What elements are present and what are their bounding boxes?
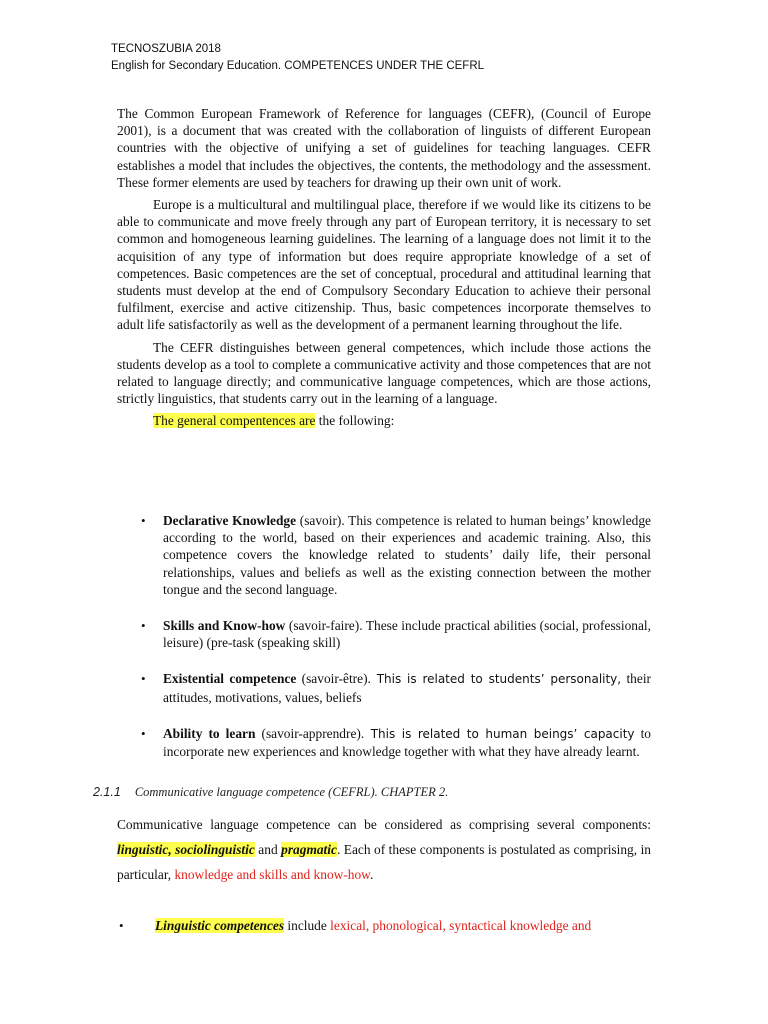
- section-title: Communicative language competence (CEFRL). CHAPTER 2.: [134, 785, 449, 799]
- section-heading: [93, 785, 448, 800]
- highlighted-terms: linguistic, sociolinguistic: [117, 842, 255, 857]
- list-item: [117, 670, 651, 705]
- bullet-icon: •: [141, 725, 146, 741]
- item-text: (savoir). This competence is related to human beings’ knowledge according to the world, based on their experiences and academic training. Also, this competence covers the knowledge related to students’ daily life, their personal relationships, values and beliefs as well as the existing connection between the mother tongue and the second language.: [163, 513, 651, 597]
- competence-list: [117, 512, 651, 760]
- bullet-icon: •: [141, 618, 146, 634]
- paragraph-1: The Common European Framework of Reference for languages (CEFR), (Council of Europe 2001), is a document that was created with the collaboration of linguists of different European countries with the objective of unifying a set of guidelines for teaching languages. CEFR establishes a model that includes the objectives, the contents, the methodology and the assessment. These former elements are used by teachers for drawing up their own unit of work.: [117, 106, 651, 190]
- section-number: 2.1.1: [93, 785, 121, 799]
- last-red-text: lexical, phonological, syntactical knowledge and: [330, 918, 592, 933]
- bullet-icon: •: [141, 513, 146, 528]
- linguistic-list: [117, 917, 651, 934]
- comm-and: and: [254, 842, 282, 857]
- item-text-rest: to incorporate new experiences and knowledge together with what they have already learnt.: [163, 725, 651, 760]
- highlighted-pragmatic: pragmatic: [281, 842, 337, 857]
- item-text: (savoir-être).: [296, 671, 371, 687]
- bullet-icon: •: [119, 918, 124, 933]
- item-term: Declarative Knowledge: [163, 513, 297, 528]
- communicative-paragraph: [117, 812, 651, 887]
- last-mid: include: [284, 918, 331, 933]
- item-text: (savoir-faire). These include practical abilities (social, professional, leisure) (pre-task (speaking skill): [163, 618, 651, 651]
- item-term: Skills and Know-how: [163, 618, 286, 634]
- item-text: (savoir-apprendre).: [255, 725, 365, 741]
- highlighted-linguistic: Linguistic competences: [155, 918, 285, 933]
- comm-paragraph: [117, 812, 651, 887]
- bullet-icon: •: [141, 671, 146, 687]
- header-line-1: TECNOSZUBIA 2018: [111, 43, 221, 55]
- paragraph-4: [117, 412, 651, 429]
- comm-rest: . Each of these components is postulated as comprising, in particular,: [117, 842, 652, 882]
- header-line-2: English for Secondary Education. COMPETENCES UNDER THE CEFRL: [111, 60, 485, 72]
- list-item: [117, 512, 651, 598]
- paragraph-4-rest: the following:: [315, 413, 395, 429]
- list-item: [117, 917, 651, 934]
- item-text-rest: their attitudes, motivations, values, beliefs: [163, 671, 651, 705]
- comm-intro: Communicative language competence can be considered as comprising several components:: [117, 817, 651, 832]
- list-item: [117, 617, 651, 651]
- paragraph-3: The CEFR distinguishes between general competences, which include those actions the students develop as a tool to complete a communicative activity and those competences that are not related to language directly; and communicative language competences, which are those actions, strictly linguistics, that students carry out in the learning of a language.: [117, 339, 651, 407]
- comm-end: .: [369, 867, 374, 882]
- red-text: knowledge and skills and know-how: [174, 867, 370, 882]
- highlighted-text: The general compentences are: [153, 413, 316, 429]
- item-term: Existential competence: [163, 671, 297, 687]
- item-text-sans: This is related to students’ personality,: [370, 672, 622, 687]
- paragraph-2: Europe is a multicultural and multilingual place, therefore if we would like its citizens to be able to communicate and move freely through any part of European territory, it is necessary to set common and homogeneous learning guidelines. The learning of a language does not limit it to the acquisition of any type of information but does require appropriate knowledge of a set of competences. Basic competences are the set of conceptual, procedural and attitudinal learning that students must develop at the end of Compulsory Secondary Education to achieve their personal fulfilment, exercise and active citizenship. Thus, basic competences incorporate themselves to adult life satisfactorily as well as the development of a permanent learning throughout the life.: [117, 197, 651, 333]
- body-text: [117, 105, 651, 430]
- item-text-sans: This is related to human beings’ capacity: [364, 726, 635, 741]
- item-term: Ability to learn: [163, 725, 256, 741]
- list-item: [117, 725, 651, 760]
